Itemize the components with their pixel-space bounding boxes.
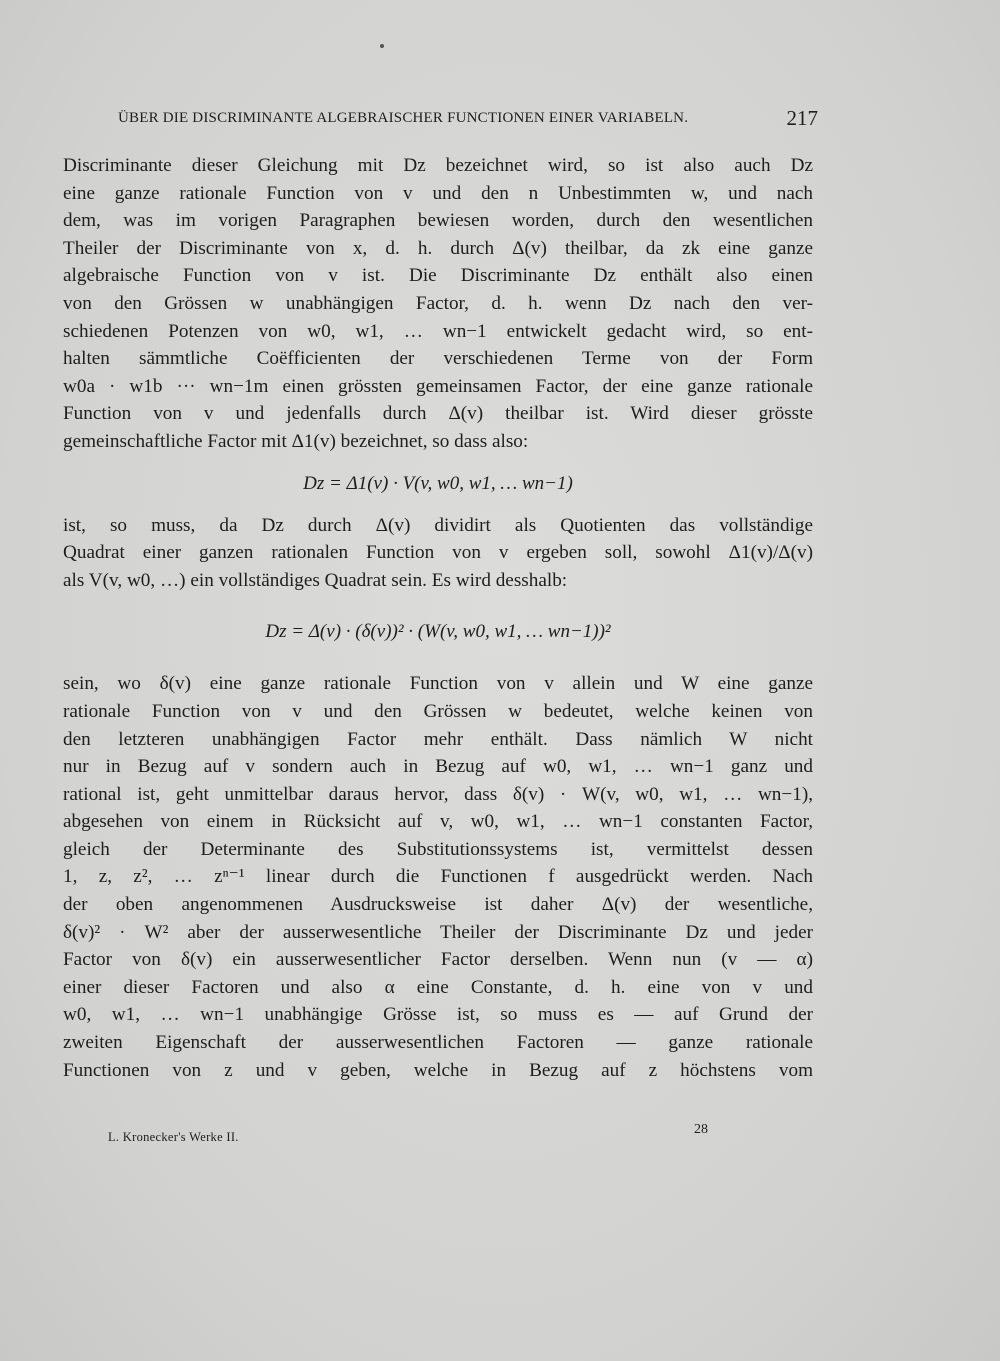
text-line: halten sämmtliche Coëfficienten der verschiedenen Terme von der Form — [63, 348, 813, 370]
text-line: nur in Bezug auf v sondern auch in Bezug auf w0, w1, … wn−1 ganz und — [63, 756, 813, 778]
text-line: w0, w1, … wn−1 unabhängige Grösse ist, so muss es — auf Grund der — [63, 1004, 813, 1026]
text-line: gemeinschaftliche Factor mit Δ1(v) bezeichnet, so dass also: — [63, 430, 529, 452]
page-footer — [108, 1122, 708, 1152]
text-line: Theiler der Discriminante von x, d. h. durch Δ(v) theilbar, da zk eine ganze — [63, 237, 813, 259]
paragraph-2 — [63, 512, 813, 595]
text-line: als V(v, w0, …) ein vollständiges Quadrat sein. Es wird desshalb: — [63, 569, 568, 591]
signature-mark: 28 — [694, 1122, 708, 1137]
text-line: Discriminante dieser Gleichung mit Dz bezeichnet wird, so ist also auch Dz — [63, 155, 813, 176]
paragraph-1 — [63, 152, 813, 456]
text-line: w0a · w1b ··· wn−1m einen grössten gemeinsamen Factor, der eine ganze rationale — [63, 375, 813, 397]
body-text — [63, 152, 813, 1084]
page-header — [118, 106, 818, 136]
text-line: rationale Function von v und den Grössen w bedeutet, welche keinen von — [63, 700, 813, 722]
text-line: einer dieser Factoren und also α eine Constante, d. h. eine von v und — [63, 976, 813, 998]
page-number: 217 — [786, 106, 818, 130]
collection-note: L. Kronecker's Werke II. — [108, 1130, 239, 1144]
text-line: Factor von δ(v) ein ausserwesentlicher Factor derselben. Wenn nun (v — α) — [63, 949, 813, 971]
text-line: algebraische Function von v ist. Die Discriminante Dz enthält also einen — [63, 265, 813, 287]
text-line: rational ist, geht unmittelbar daraus hervor, dass δ(v) · W(v, w0, w1, … wn−1), — [63, 783, 813, 805]
text-line: 1, z, z², … zⁿ⁻¹ linear durch die Functionen f ausgedrückt werden. Nach — [63, 866, 813, 888]
text-line: der oben angenommenen Ausdrucksweise ist daher Δ(v) der wesentliche, — [63, 894, 813, 916]
text-line: schiedenen Potenzen von w0, w1, … wn−1 entwickelt gedacht wird, so ent- — [63, 320, 813, 342]
text-line: eine ganze rationale Function von v und den n Unbestimmten w, und nach — [63, 182, 813, 204]
formula-discriminant-factor: Dz = Δ1(v) · V(v, w0, w1, … wn−1) — [303, 472, 573, 494]
text-line: Functionen von z und v geben, welche in Bezug auf z höchstens vom — [63, 1059, 813, 1081]
print-speck — [380, 44, 384, 48]
paragraph-3 — [63, 670, 813, 1084]
text-line: gleich der Determinante des Substitutionssystems ist, vermittelst dessen — [63, 838, 813, 860]
text-line: den letzteren unabhängigen Factor mehr enthält. Dass nämlich W nicht — [63, 728, 813, 750]
formula-discriminant-decomposition: Dz = Δ(v) · (δ(v))² · (W(v, w0, w1, … wn−1))² — [265, 621, 611, 643]
running-head: ÜBER DIE DISCRIMINANTE ALGEBRAISCHER FUNCTIONEN EINER VARIABELN. — [118, 110, 689, 126]
text-line: Quadrat einer ganzen rationalen Function von v ergeben soll, sowohl Δ1(v)/Δ(v) — [63, 542, 813, 564]
text-line: von den Grössen w unabhängigen Factor, d. h. wenn Dz nach den ver- — [63, 292, 813, 314]
text-line: zweiten Eigenschaft der ausserwesentlichen Factoren — ganze rationale — [63, 1032, 813, 1054]
text-line: sein, wo δ(v) eine ganze rationale Function von v allein und W eine ganze — [63, 673, 813, 695]
text-line: Function von v und jedenfalls durch Δ(v) theilbar ist. Wird dieser grösste — [63, 403, 813, 425]
text-line: abgesehen von einem in Rücksicht auf v, w0, w1, … wn−1 constanten Factor, — [63, 811, 813, 833]
text-line: δ(v)² · W² aber der ausserwesentliche Theiler der Discriminante Dz und jeder — [63, 921, 813, 943]
text-line: ist, so muss, da Dz durch Δ(v) dividirt als Quotienten das vollständige — [63, 514, 813, 536]
text-line: dem, was im vorigen Paragraphen bewiesen worden, durch den wesentlichen — [63, 210, 813, 232]
